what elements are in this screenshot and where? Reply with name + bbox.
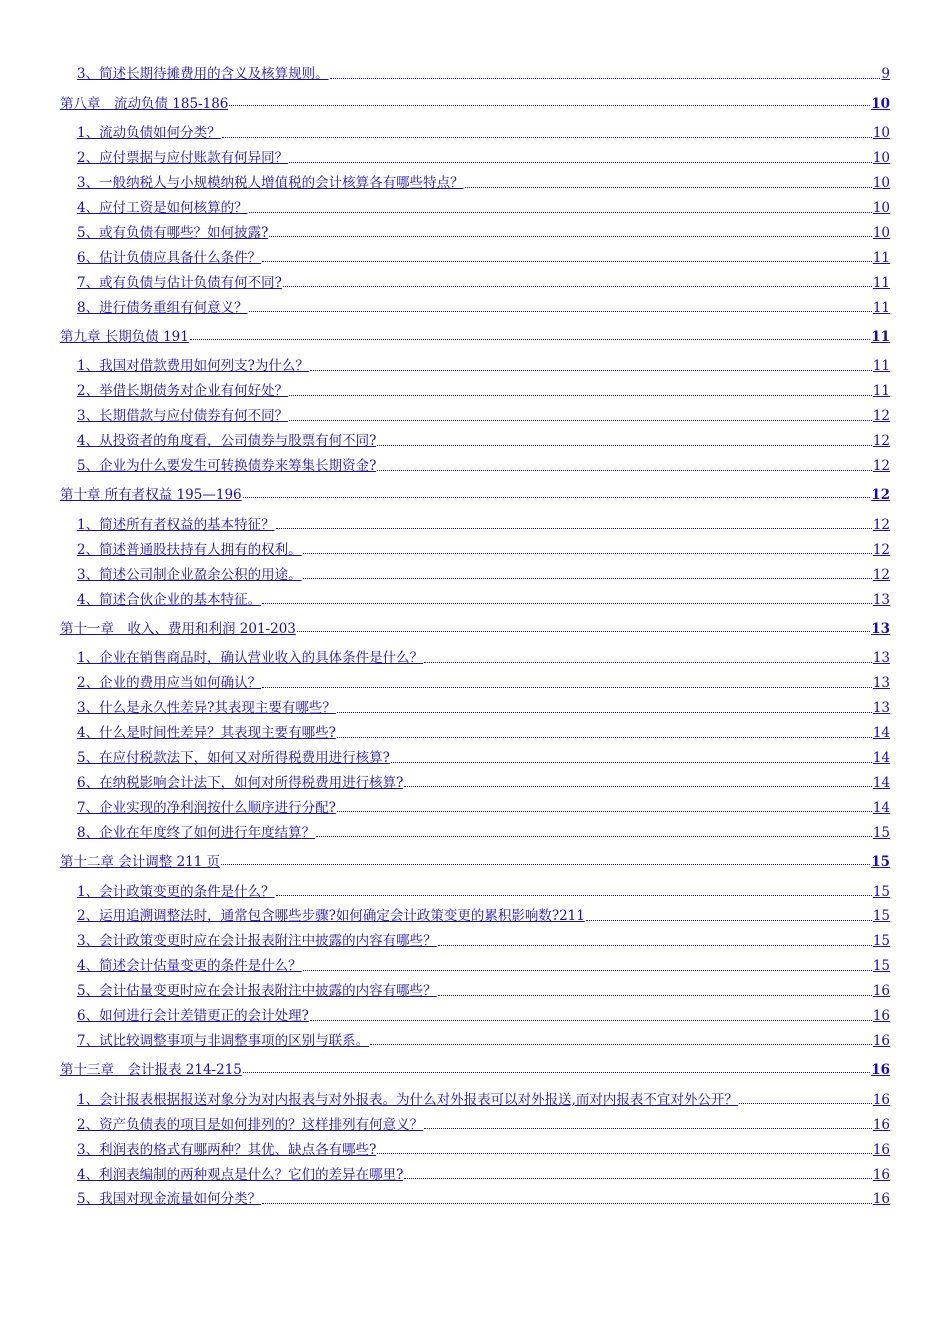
toc-entry-title: 1、企业在销售商品时，确认营业收入的具体条件是什么？: [77, 650, 424, 667]
toc-item-link[interactable]: [77, 1162, 890, 1187]
toc-item-link[interactable]: [77, 245, 890, 270]
toc-chapter-link[interactable]: [60, 612, 890, 646]
toc-item-link[interactable]: [77, 537, 890, 562]
toc-page-number: 12: [872, 433, 890, 450]
toc-page-number: 11: [872, 383, 890, 400]
toc-entry-title: 4、简述合伙企业的基本特征。: [77, 591, 262, 608]
toc-item-link[interactable]: [77, 1137, 890, 1162]
toc-item-link[interactable]: [77, 879, 890, 904]
table-of-contents: [60, 62, 890, 1212]
dot-leader: [276, 528, 872, 529]
toc-page-number: 12: [872, 408, 890, 425]
toc-entry-title: 5、在应付税款法下，如何又对所得税费用进行核算?: [77, 750, 390, 767]
toc-page-number: 10: [872, 175, 890, 192]
dot-leader: [377, 1153, 871, 1154]
toc-entry-title: 2、简述普通股扶持有人拥有的权利。: [77, 541, 302, 558]
dot-leader: [316, 836, 872, 837]
toc-page-number: 16: [872, 1091, 890, 1108]
toc-item-link[interactable]: [77, 929, 890, 954]
toc-entry-title: 8、企业在年度终了如何进行年度结算？: [77, 824, 316, 841]
toc-page-number: 13: [872, 591, 890, 608]
toc-page-number: 14: [872, 725, 890, 742]
toc-page-number: 10: [872, 125, 890, 142]
toc-chapter-link[interactable]: [60, 845, 890, 879]
toc-entry-title: 5、企业为什么要发生可转换债券来筹集长期资金?: [77, 458, 377, 475]
toc-entry-title: 2、举借长期债务对企业有何好处？: [77, 383, 289, 400]
toc-item-link[interactable]: [77, 171, 890, 196]
toc-item-link[interactable]: [77, 1087, 890, 1112]
toc-entry-title: 5、我国对现金流量如何分类？: [77, 1191, 262, 1208]
toc-entry-title: 6、在纳税影响会计法下，如何对所得税费用进行核算?: [77, 774, 404, 791]
toc-item-link[interactable]: [77, 721, 890, 746]
toc-item-link[interactable]: [77, 220, 890, 245]
dot-leader: [190, 339, 870, 340]
toc-entry-title: 1、会计政策变更的条件是什么？: [77, 883, 275, 900]
dot-leader: [262, 1203, 872, 1204]
toc-page-number: 13: [872, 700, 890, 717]
toc-item-link[interactable]: [77, 1004, 890, 1029]
toc-entry-title: 5、会计估量变更时应在会计报表附注中披露的内容有哪些？: [77, 983, 437, 1000]
toc-item-link[interactable]: [77, 454, 890, 479]
toc-page-number: 13: [871, 621, 890, 638]
toc-entry-title: 第九章 长期负债 191: [60, 329, 189, 346]
toc-page-number: 16: [871, 1062, 890, 1079]
dot-leader: [586, 920, 872, 921]
dot-leader: [337, 811, 872, 812]
dot-leader: [330, 78, 881, 79]
dot-leader: [377, 470, 871, 471]
toc-page-number: 16: [872, 1141, 890, 1158]
toc-item-link[interactable]: [77, 295, 890, 320]
toc-entry-title: 2、资产负债表的项目是如何排列的？这样排列有何意义？: [77, 1116, 424, 1133]
toc-item-link[interactable]: [77, 121, 890, 146]
toc-item-link[interactable]: [77, 746, 890, 771]
dot-leader: [424, 1128, 872, 1129]
toc-entry-title: 1、会计报表根据报送对象分为对内报表与对外报表。为什么对外报表可以对外报送,而对内报表不宜对外公开？: [77, 1091, 738, 1108]
toc-entry-title: 第十二章 会计调整 211 页: [60, 854, 221, 871]
dot-leader: [262, 603, 872, 604]
toc-item-link[interactable]: [77, 404, 890, 429]
toc-item-link[interactable]: [77, 146, 890, 171]
toc-page-number: 11: [872, 274, 890, 291]
toc-item-link[interactable]: [77, 196, 890, 221]
dot-leader: [391, 762, 872, 763]
dot-leader: [377, 445, 871, 446]
toc-entry-title: 1、简述所有者权益的基本特征？: [77, 516, 275, 533]
toc-page-number: 16: [872, 1191, 890, 1208]
toc-page-number: 15: [872, 883, 890, 900]
toc-entry-title: 1、我国对借款费用如何列支?为什么？: [77, 358, 309, 375]
toc-entry-title: 3、利润表的格式有哪两种？其优、缺点各有哪些?: [77, 1141, 377, 1158]
toc-item-link[interactable]: [77, 270, 890, 295]
toc-page-number: 10: [871, 95, 890, 112]
dot-leader: [249, 311, 872, 312]
dot-leader: [337, 737, 872, 738]
toc-item-link[interactable]: [77, 1187, 890, 1212]
dot-leader: [289, 162, 872, 163]
dot-leader: [262, 261, 872, 262]
toc-entry-title: 7、企业实现的净利润按什么顺序进行分配?: [77, 799, 336, 816]
toc-page-number: 14: [872, 750, 890, 767]
toc-page-number: 16: [872, 1166, 890, 1183]
toc-page-number: 13: [872, 650, 890, 667]
toc-page-number: 15: [872, 824, 890, 841]
toc-entry-title: 1、流动负债如何分类？: [77, 125, 221, 142]
toc-item-link[interactable]: [77, 512, 890, 537]
toc-item-link[interactable]: [77, 696, 890, 721]
toc-page-number: 13: [872, 675, 890, 692]
dot-leader: [424, 662, 872, 663]
toc-page-number: 12: [872, 541, 890, 558]
toc-page-number: 16: [872, 1008, 890, 1025]
toc-page-number: 12: [872, 458, 890, 475]
toc-page-number: 11: [871, 329, 890, 346]
toc-page-number: 11: [872, 358, 890, 375]
toc-item-link[interactable]: [77, 379, 890, 404]
toc-entry-title: 4、从投资者的角度看，公司债券与股票有何不同?: [77, 433, 377, 450]
toc-item-link[interactable]: [77, 954, 890, 979]
toc-chapter-link[interactable]: [60, 87, 890, 121]
toc-page-number: 10: [872, 200, 890, 216]
dot-leader: [262, 687, 872, 688]
dot-leader: [337, 712, 872, 713]
toc-page-number: 11: [872, 249, 890, 266]
toc-chapter-link[interactable]: [60, 1053, 890, 1087]
toc-entry-title: 第八章 流动负债 185-186: [60, 95, 229, 112]
toc-entry-title: 第十章 所有者权益 195—196: [60, 487, 242, 504]
dot-leader: [249, 212, 872, 213]
toc-item-link[interactable]: [77, 562, 890, 587]
dot-leader: [269, 236, 871, 237]
dot-leader: [229, 105, 870, 106]
toc-page-number: 16: [872, 1116, 890, 1133]
toc-entry-title: 第十三章 会计报表 214-215: [60, 1062, 242, 1079]
toc-entry-title: 7、试比较调整事项与非调整事项的区别与联系。: [77, 1032, 370, 1049]
toc-page-number: 14: [872, 774, 890, 791]
toc-page-number: 10: [872, 150, 890, 167]
toc-item-link[interactable]: [77, 646, 890, 671]
toc-item-link[interactable]: [77, 587, 890, 612]
toc-entry-title: 4、利润表编制的两种观点是什么？它们的差异在哪里?: [77, 1166, 404, 1183]
toc-entry-title: 5、或有负债有哪些？如何披露?: [77, 224, 269, 241]
toc-page-number: 12: [872, 566, 890, 583]
toc-page-number: 15: [872, 933, 890, 950]
toc-page-number: 9: [881, 66, 890, 83]
toc-item-link[interactable]: [77, 429, 890, 454]
dot-leader: [310, 370, 872, 371]
dot-leader: [222, 137, 872, 138]
dot-leader: [404, 786, 871, 787]
toc-entry-title: 8、进行债务重组有何意义？: [77, 299, 248, 316]
dot-leader: [243, 1072, 870, 1073]
dot-leader: [289, 395, 872, 396]
toc-item-link[interactable]: [77, 671, 890, 696]
toc-page-number: 16: [872, 983, 890, 1000]
dot-leader: [276, 895, 872, 896]
toc-page-number: 12: [872, 516, 890, 533]
toc-item-link[interactable]: [77, 795, 890, 820]
toc-entry-title: 3、简述公司制企业盈余公积的用途。: [77, 566, 302, 583]
dot-leader: [310, 1020, 872, 1021]
toc-entry-title: 2、运用追溯调整法时，通常包含哪些步骤?如何确定会计政策变更的累积影响数?211: [77, 908, 585, 925]
dot-leader: [221, 864, 870, 865]
dot-leader: [303, 578, 872, 579]
toc-entry-title: 3、一般纳税人与小规模纳税人增值税的会计核算各有哪些特点？: [77, 175, 464, 192]
dot-leader: [243, 497, 871, 498]
toc-entry-title: 7、或有负债与估计负债有何不同?: [77, 274, 282, 291]
toc-chapter-link[interactable]: [60, 478, 890, 512]
toc-page-number: 15: [871, 854, 890, 871]
toc-item-link[interactable]: [77, 1029, 890, 1054]
toc-item-link[interactable]: [77, 354, 890, 379]
toc-entry-title: 3、简述长期待摊费用的含义及核算规则。: [77, 66, 329, 83]
toc-entry-title: 第十一章 收入、费用和利润 201-203: [60, 621, 296, 638]
toc-item-link[interactable]: [77, 979, 890, 1004]
toc-entry-title: 2、企业的费用应当如何确认？: [77, 675, 262, 692]
toc-item-link[interactable]: [77, 1112, 890, 1137]
dot-leader: [283, 286, 872, 287]
toc-entry-title: 6、估计负债应具备什么条件？: [77, 249, 262, 266]
toc-entry-title: 4、什么是时间性差异？其表现主要有哪些?: [77, 725, 336, 742]
toc-entry-title: 4、应付工资是如何核算的？: [77, 200, 248, 216]
toc-entry-title: 3、会计政策变更时应在会计报表附注中披露的内容有哪些？: [77, 933, 437, 950]
dot-leader: [438, 995, 872, 996]
toc-entry-title: 3、什么是永久性差异?其表现主要有哪些？: [77, 700, 336, 717]
toc-page-number: 14: [872, 799, 890, 816]
dot-leader: [465, 187, 872, 188]
toc-item-link[interactable]: [77, 820, 890, 845]
dot-leader: [404, 1178, 871, 1179]
toc-page-number: 11: [872, 299, 890, 316]
toc-page-number: 12: [871, 487, 890, 504]
toc-entry-title: 3、长期借款与应付债券有何不同？: [77, 408, 289, 425]
dot-leader: [370, 1044, 872, 1045]
toc-page-number: 15: [872, 908, 890, 925]
toc-page-number: 16: [872, 1032, 890, 1049]
toc-item-link[interactable]: [77, 770, 890, 795]
toc-entry-title: 4、简述会计估量变更的条件是什么？: [77, 958, 302, 975]
dot-leader: [303, 970, 872, 971]
toc-page-number: 10: [872, 224, 890, 241]
toc-chapter-link[interactable]: [60, 320, 890, 354]
dot-leader: [303, 553, 872, 554]
dot-leader: [289, 420, 872, 421]
toc-item-link[interactable]: [77, 62, 890, 87]
dot-leader: [297, 631, 870, 632]
toc-entry-title: 6、如何进行会计差错更正的会计处理?: [77, 1008, 309, 1025]
toc-item-link[interactable]: [77, 904, 890, 929]
dot-leader: [438, 945, 872, 946]
dot-leader: [739, 1103, 872, 1104]
toc-page-number: 15: [872, 958, 890, 975]
toc-entry-title: 2、应付票据与应付账款有何异同？: [77, 150, 289, 167]
